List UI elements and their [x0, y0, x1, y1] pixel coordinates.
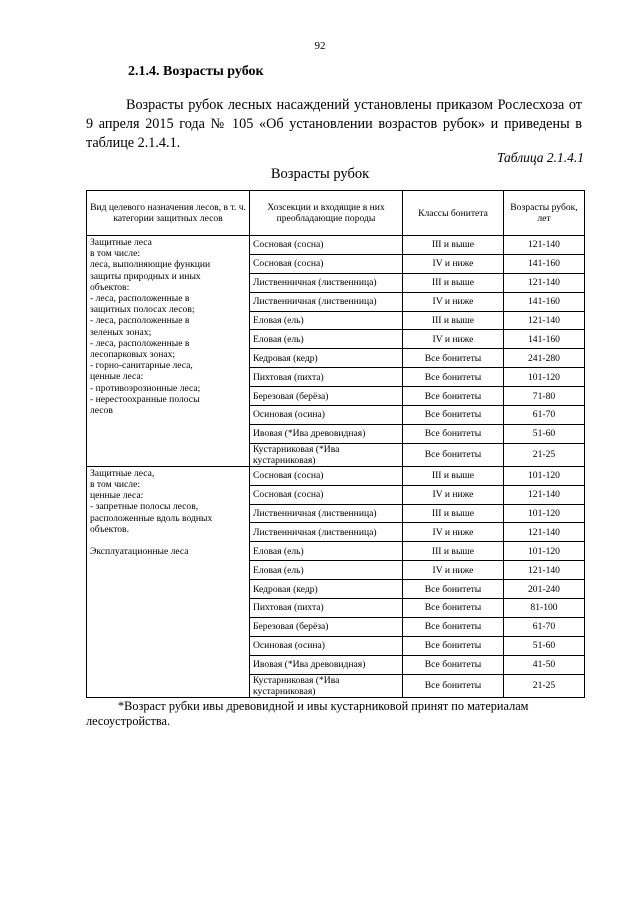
- cutting-age-cell: 81-100: [504, 599, 585, 618]
- species-cell: Березовая (берёза): [250, 617, 403, 636]
- section-heading: 2.1.4. Возрасты рубок: [128, 64, 264, 79]
- species-cell: Осиновая (осина): [250, 636, 403, 655]
- footnote: *Возраст рубки ивы древовидной и ивы кустарниковой принят по материалам лесоустройства.: [86, 699, 529, 728]
- species-cell: Сосновая (сосна): [250, 236, 403, 255]
- species-cell: Кедровая (кедр): [250, 349, 403, 368]
- page-number: 92: [314, 40, 326, 52]
- species-cell: Осиновая (осина): [250, 406, 403, 425]
- cutting-age-cell: 241-280: [504, 349, 585, 368]
- cutting-age-cell: 101-120: [504, 504, 585, 523]
- bonitet-class-cell: III и выше: [403, 311, 504, 330]
- species-cell: Лиственничная (лиственница): [250, 504, 403, 523]
- bonitet-class-cell: IV и ниже: [403, 254, 504, 273]
- header-age: Возрасты рубок, лет: [504, 191, 585, 236]
- bonitet-class-cell: Все бонитеты: [403, 368, 504, 387]
- header-species: Хозсекции и входящие в них преобладающие породы: [250, 191, 403, 236]
- category-line: - леса, расположенные в: [90, 293, 190, 305]
- table-title: Возрасты рубок: [270, 166, 370, 182]
- category-line: защиты природных и иных: [90, 270, 201, 282]
- cutting-age-cell: 51-60: [504, 424, 585, 443]
- bonitet-class-cell: III и выше: [403, 504, 504, 523]
- cutting-age-cell: 51-60: [504, 636, 585, 655]
- cutting-age-cell: 121-140: [504, 523, 585, 542]
- category-line: - противоэрозионные леса;: [90, 382, 201, 394]
- bonitet-class-cell: Все бонитеты: [403, 674, 504, 697]
- intro-paragraph: Возрасты рубок лесных насаждений установлены приказом Рослесхоза от 9 апреля 2015 года № 105 «Об установлении возрастов рубок» и приведены в таблице 2.1.4.1.: [86, 97, 582, 151]
- category-line: зеленых зонах;: [90, 326, 152, 338]
- cutting-age-cell: 71-80: [504, 387, 585, 406]
- category-line: Защитные леса: [90, 237, 152, 248]
- category-line: лесопарковых зонах;: [90, 349, 176, 361]
- category-line: ценные леса:: [90, 371, 144, 383]
- category-cell: [87, 466, 250, 697]
- category-line: [90, 535, 246, 546]
- bonitet-class-cell: IV и ниже: [403, 292, 504, 311]
- category-line: - запретные полосы лесов,: [90, 501, 199, 513]
- species-cell: Лиственничная (лиственница): [250, 292, 403, 311]
- category-line: ценные леса:: [90, 490, 144, 502]
- cutting-age-cell: 101-120: [504, 466, 585, 485]
- bonitet-class-cell: Все бонитеты: [403, 636, 504, 655]
- species-cell: Кустарниковая (*Ива кустарниковая): [250, 443, 403, 466]
- species-cell: Ивовая (*Ива древовидная): [250, 655, 403, 674]
- species-cell: Лиственничная (лиственница): [250, 273, 403, 292]
- category-line: в том числе:: [90, 479, 141, 490]
- cutting-age-cell: 141-160: [504, 254, 585, 273]
- category-line: защитных полосах лесов;: [90, 304, 195, 316]
- header-category: Вид целевого назначения лесов, в т. ч. категории защитных лесов: [87, 191, 250, 236]
- bonitet-class-cell: IV и ниже: [403, 561, 504, 580]
- species-cell: Лиственничная (лиственница): [250, 523, 403, 542]
- cutting-age-cell: 61-70: [504, 406, 585, 425]
- species-cell: Ивовая (*Ива древовидная): [250, 424, 403, 443]
- species-cell: Сосновая (сосна): [250, 254, 403, 273]
- table-row: [87, 466, 585, 485]
- species-cell: Еловая (ель): [250, 330, 403, 349]
- bonitet-class-cell: III и выше: [403, 542, 504, 561]
- cutting-age-cell: 201-240: [504, 580, 585, 599]
- cutting-age-cell: 121-140: [504, 273, 585, 292]
- table-row: [87, 236, 585, 255]
- category-line: - леса, расположенные в: [90, 315, 190, 327]
- category-line: лесов: [90, 405, 113, 417]
- category-line: - нерестоохранные полосы: [90, 393, 200, 405]
- category-line: расположенные вдоль водных: [90, 512, 213, 524]
- cutting-age-cell: 141-160: [504, 292, 585, 311]
- category-line: Эксплуатационные леса: [90, 546, 189, 558]
- species-cell: Березовая (берёза): [250, 387, 403, 406]
- category-line: объектов:: [90, 281, 130, 293]
- cutting-age-cell: 61-70: [504, 617, 585, 636]
- cutting-age-cell: 101-120: [504, 368, 585, 387]
- cutting-age-cell: 101-120: [504, 542, 585, 561]
- table-body: [87, 236, 585, 698]
- species-cell: Еловая (ель): [250, 542, 403, 561]
- bonitet-class-cell: Все бонитеты: [403, 406, 504, 425]
- bonitet-class-cell: III и выше: [403, 273, 504, 292]
- species-cell: Пихтовая (пихта): [250, 599, 403, 618]
- cutting-age-cell: 121-140: [504, 485, 585, 504]
- table-number: Таблица 2.1.4.1: [496, 150, 584, 165]
- bonitet-class-cell: IV и ниже: [403, 485, 504, 504]
- cutting-age-cell: 41-50: [504, 655, 585, 674]
- cutting-age-cell: 21-25: [504, 674, 585, 697]
- bonitet-class-cell: IV и ниже: [403, 523, 504, 542]
- species-cell: Пихтовая (пихта): [250, 368, 403, 387]
- bonitet-class-cell: Все бонитеты: [403, 617, 504, 636]
- cutting-age-cell: 121-140: [504, 561, 585, 580]
- table-header-row: [87, 191, 585, 236]
- bonitet-class-cell: Все бонитеты: [403, 580, 504, 599]
- bonitet-class-cell: IV и ниже: [403, 330, 504, 349]
- bonitet-class-cell: Все бонитеты: [403, 655, 504, 674]
- category-line: - леса, расположенные в: [90, 337, 190, 349]
- category-line: - горно-санитарные леса,: [90, 360, 193, 372]
- bonitet-class-cell: Все бонитеты: [403, 387, 504, 406]
- species-cell: Сосновая (сосна): [250, 485, 403, 504]
- species-cell: Еловая (ель): [250, 311, 403, 330]
- category-line: объектов.: [90, 523, 129, 535]
- cutting-age-cell: 121-140: [504, 311, 585, 330]
- bonitet-class-cell: Все бонитеты: [403, 424, 504, 443]
- cutting-age-cell: 121-140: [504, 236, 585, 255]
- bonitet-class-cell: III и выше: [403, 236, 504, 255]
- category-line: леса, выполняющие функции: [90, 259, 211, 271]
- bonitet-class-cell: Все бонитеты: [403, 599, 504, 618]
- species-cell: Кустарниковая (*Ива кустарниковая): [250, 674, 403, 697]
- cutting-age-table: [86, 190, 585, 698]
- cutting-age-cell: 21-25: [504, 443, 585, 466]
- species-cell: Еловая (ель): [250, 561, 403, 580]
- bonitet-class-cell: Все бонитеты: [403, 349, 504, 368]
- species-cell: Кедровая (кедр): [250, 580, 403, 599]
- bonitet-class-cell: Все бонитеты: [403, 443, 504, 466]
- category-line: Защитные леса,: [90, 467, 155, 479]
- category-cell: [87, 236, 250, 467]
- bonitet-class-cell: III и выше: [403, 466, 504, 485]
- header-class: Классы бонитета: [403, 191, 504, 236]
- cutting-age-cell: 141-160: [504, 330, 585, 349]
- species-cell: Сосновая (сосна): [250, 466, 403, 485]
- category-line: в том числе:: [90, 248, 141, 260]
